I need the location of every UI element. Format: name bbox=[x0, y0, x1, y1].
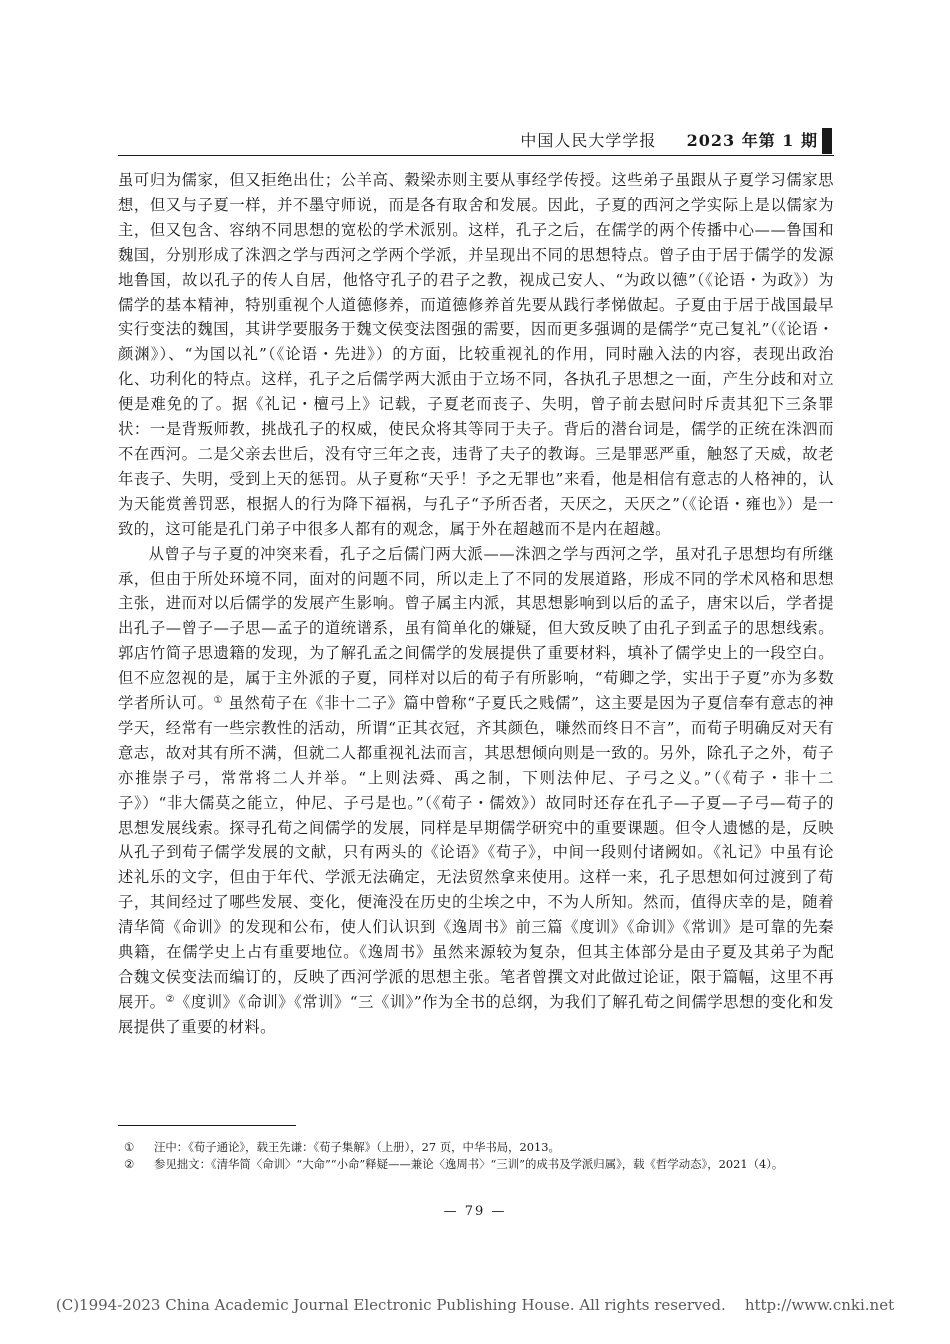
footnote-ref-2[interactable]: ② bbox=[165, 993, 176, 1005]
footnote-text: 参见拙文：《清华简〈命训〉“大命”“小命”释疑——兼论〈逸周书〉“三训”的成书及学派归属》，载《哲学动态》，2021（4）。 bbox=[154, 1157, 784, 1171]
footnote-mark: ② bbox=[124, 1157, 135, 1171]
footnotes bbox=[118, 1139, 834, 1173]
footnote-text: 汪中：《荀子通论》，载王先谦：《荀子集解》（上册），27 页，中华书局，2013。 bbox=[154, 1140, 560, 1154]
paragraph-2 bbox=[118, 542, 834, 1040]
paragraph-2-part-c: 《度训》《命训》《常训》“三《训》”作为全书的总纲，为我们了解孔荀之间儒学思想的变化和发展提供了重要的材料。 bbox=[118, 992, 834, 1036]
footnote-mark: ① bbox=[124, 1140, 135, 1154]
article-body bbox=[118, 168, 834, 1040]
running-header bbox=[118, 128, 818, 154]
paragraph-2-part-b: 虽然荀子在《非十二子》篇中曾称“子夏氏之贱儒”，这主要是因为子夏信奉有意志的神学天，经常有一些宗教性的活动，所谓“正其衣冠，齐其颜色，嗛然而终日不言”，而荀子明确反对天有意志，故对其有所不满，但就二人都重视礼法而言，其思想倾向则是一致的。另外，除孔子之外，荀子亦推崇子弓，常常将二人并举。“上则法舜、禹之制，下则法仲尼、子弓之义。”（《荀子・非十二子》）“非大儒莫之能立，仲尼、子弓是也。”（《荀子・儒效》）故同时还存在孔子—子夏—子弓—荀子的思想发展线索。探寻孔荀之间儒学的发展，同样是早期儒学研究中的重要课题。但令人遗憾的是，反映从孔子到荀子儒学发展的文献，只有两头的《论语》《荀子》，中间一段则付诸阙如。《礼记》中虽有论述礼乐的文字，但由于年代、学派无法确定，无法贸然拿来使用。这样一来，孔子思想如何过渡到了荀子，其间经过了哪些发展、变化，便淹没在历史的尘埃之中，不为人所知。然而，值得庆幸的是，随着清华简《命训》的发现和公布，使人们认识到《逸周书》前三篇《度训》《命训》《常训》是可靠的先秦典籍，在儒学史上占有重要地位。《逸周书》虽然来源较为复杂，但其主体部分是由子夏及其弟子为配合魏文侯变法而编订的，反映了西河学派的思想主张。笔者曾撰文对此做过论证，限于篇幅，这里不再展开。 bbox=[118, 694, 834, 1011]
footnote-2 bbox=[118, 1156, 834, 1173]
copyright-line: (C)1994-2023 China Academic Journal Electronic Publishing House. All rights reserved. http://www.cnki.net bbox=[55, 1296, 895, 1314]
paragraph-1: 虽可归为儒家，但又拒绝出仕；公羊高、穀梁赤则主要从事经学传授。这些弟子虽跟从子夏学习儒家思想，但又与子夏一样，并不墨守师说，而是各有取舍和发展。因此，子夏的西河之学实际上是以儒家为主，但又包含、容纳不同思想的宽松的学术派别。这样，孔子之后，在儒学的两个传播中心——鲁国和魏国，分别形成了洙泗之学与西河之学两个学派，并呈现出不同的思想特点。曾子由于居于儒学的发源地鲁国，故以孔子的传人自居，他恪守孔子的君子之教，视成己安人、“为政以德”（《论语・为政》）为儒学的基本精神，特别重视个人道德修养，而道德修养首先要从践行孝悌做起。子夏由于居于战国最早实行变法的魏国，其讲学要服务于魏文侯变法图强的需要，因而更多强调的是儒学“克己复礼”（《论语・颜渊》）、“为国以礼”（《论语・先进》）的方面，比较重视礼的作用，同时融入法的内容，表现出政治化、功利化的特点。这样，孔子之后儒学两大派由于立场不同，各执孔子思想之一面，产生分歧和对立便是难免的了。据《礼记・檀弓上》记载，子夏老而丧子、失明，曾子前去慰问时斥责其犯下三条罪状：一是背叛师教，挑战孔子的权威，使民众将其等同于夫子。背后的潜台词是，儒学的正统在洙泗而不在西河。二是父亲去世后，没有守三年之丧，违背了夫子的教诲。三是罪恶严重，触怒了天威，故老年丧子、失明，受到上天的惩罚。从子夏称“天乎！予之无罪也”来看，他是相信有意志的人格神的，认为天能赏善罚恶，根据人的行为降下福祸，与孔子“予所否者，天厌之，天厌之”（《论语・雍也》）是一致的，这可能是孔门弟子中很多人都有的观念，属于外在超越而不是内在超越。 bbox=[118, 171, 834, 538]
paragraph-2-part-a: 从曾子与子夏的冲突来看，孔子之后儒门两大派——洙泗之学与西河之学，虽对孔子思想均有所继承，但由于所处环境不同，面对的问题不同，所以走上了不同的发展道路，形成不同的学术风格和思想主张，进而对以后儒学的发展产生影响。曾子属主内派，其思想影响到以后的孟子，唐宋以后，学者提出孔子—曾子—子思—孟子的道统谱系，虽有简单化的嫌疑，但大致反映了由孔子到孟子的思想线索。郭店竹简子思遗籍的发现，为了解孔孟之间儒学的发展提供了重要材料，填补了儒学史上的一段空白。但不应忽视的是，属于主外派的子夏，同样对以后的荀子有所影响，“荀卿之学，实出于子夏”亦为多数学者所认可。 bbox=[118, 544, 834, 713]
footnote-ref-1[interactable]: ① bbox=[213, 695, 224, 707]
issue-label: 2023 年第 1 期 bbox=[686, 131, 818, 150]
header-rule bbox=[118, 155, 834, 156]
footnote-1 bbox=[118, 1139, 834, 1156]
footnote-rule bbox=[118, 1125, 296, 1126]
header-bar bbox=[822, 128, 832, 154]
page-number: — 79 — bbox=[443, 1204, 507, 1219]
journal-name: 中国人民大学学报 bbox=[520, 131, 657, 150]
